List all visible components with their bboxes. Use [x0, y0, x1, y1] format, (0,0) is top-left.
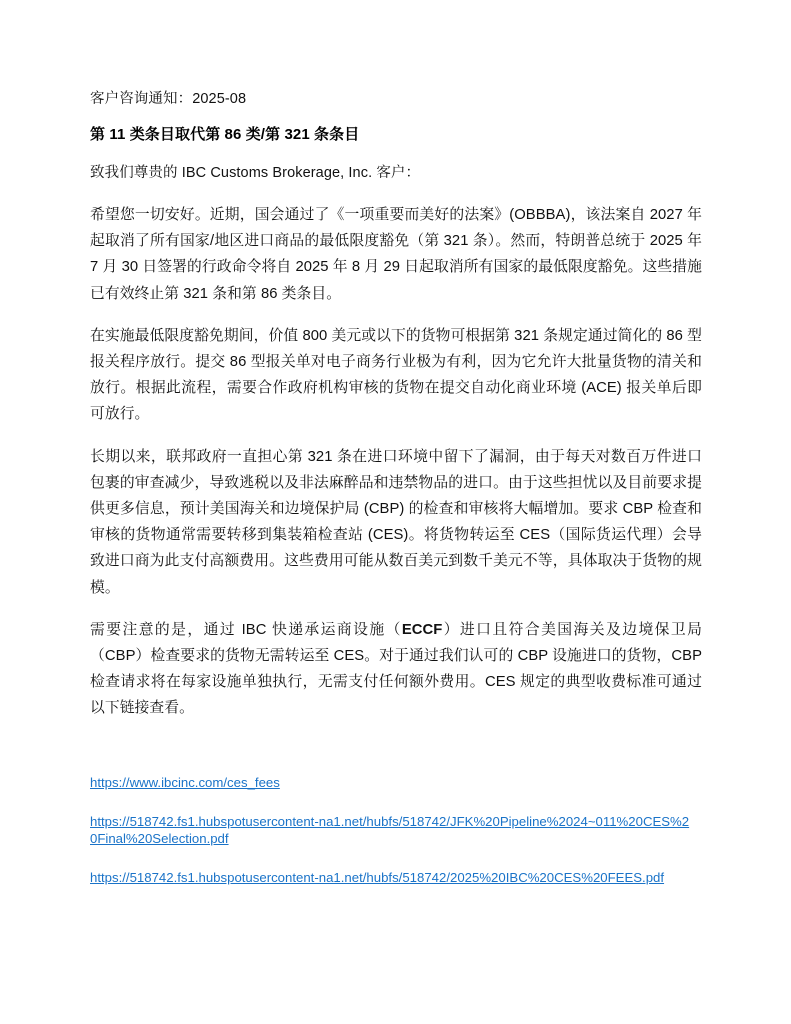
paragraph-obbba-minimis-repeal: 希望您一切安好。近期，国会通过了《一项重要而美好的法案》(OBBBA)，该法案自 2027 年起取消了所有国家/地区进口商品的最低限度豁免（第 321 条）。然而，特朗普总统于 2025 年 7 月 30 日签署的行政命令将自 2025 年 8 月 29 日起取消所有国家的最低限度豁免。这些措施已有效终止第 321 条和第 86 类条目。 [90, 207, 702, 302]
paragraph-eccf-text-before: 需要注意的是，通过 IBC 快递承运商设施（ [90, 621, 402, 638]
paragraph-cbp-exam-ces-fees: 长期以来，联邦政府一直担心第 321 条在进口环境中留下了漏洞，由于每天对数百万件进口包裹的审查减少，导致逃税以及非法麻醉品和违禁物品的进口。由于这些担忧以及目前要求提供更多信息，预计美国海关和边境保护局 (CBP) 的检查和审核将大幅增加。要求 CBP 检查和审核的货物通常需要转移到集装箱检查站 (CES)。将货物转运至 CES（国际货运代理）会导致进口商为此支付高额费用。这些费用可能从数百美元到数千美元不等，具体取决于货物的规模。 [90, 448, 702, 596]
advisory-notice-label: 客户咨询通知：2025-08 [90, 91, 247, 107]
salutation-line: 致我们尊贵的 IBC Customs Brokerage, Inc. 客户： [90, 165, 421, 181]
paragraph-eccf-text-after: ）进口且符合美国海关及边境保卫局（CBP）检查要求的货物无需转运至 CES。对于通过我们认可的 CBP 设施进口的货物，CBP 检查请求将在每家设施单独执行，无需支付任何额外费用。CES 规定的典型收费标准可通过以下链接查看。 [90, 621, 702, 717]
document-body [90, 88, 702, 886]
link-jfk-pipeline-ces-final-selection-pdf[interactable]: https://518742.fs1.hubspotusercontent-na1.net/hubfs/518742/JFK%20Pipeline%2024~011%20CES%20Final%20Selection.pdf [90, 813, 690, 846]
page-title: 第 11 类条目取代第 86 类/第 321 条条目 [90, 126, 360, 143]
eccf-abbreviation: ECCF [401, 621, 443, 638]
link-2025-ibc-ces-fees-pdf[interactable]: https://518742.fs1.hubspotusercontent-na1.net/hubfs/518742/2025%20IBC%20CES%20FEES.pdf [90, 869, 665, 885]
reference-links-block [90, 774, 702, 886]
link-ces-fees[interactable]: https://www.ibcinc.com/ces_fees [90, 774, 280, 790]
paragraph-type-86-entry: 在实施最低限度豁免期间，价值 800 美元或以下的货物可根据第 321 条规定通过简化的 86 型报关程序放行。提交 86 型报关单对电子商务行业极为有利，因为它允许大批量货物的清关和放行。根据此流程，需要合作政府机构审核的货物在提交自动化商业环境 (ACE) 报关单后即可放行。 [90, 327, 702, 423]
paragraph-eccf-exemption [90, 617, 702, 722]
